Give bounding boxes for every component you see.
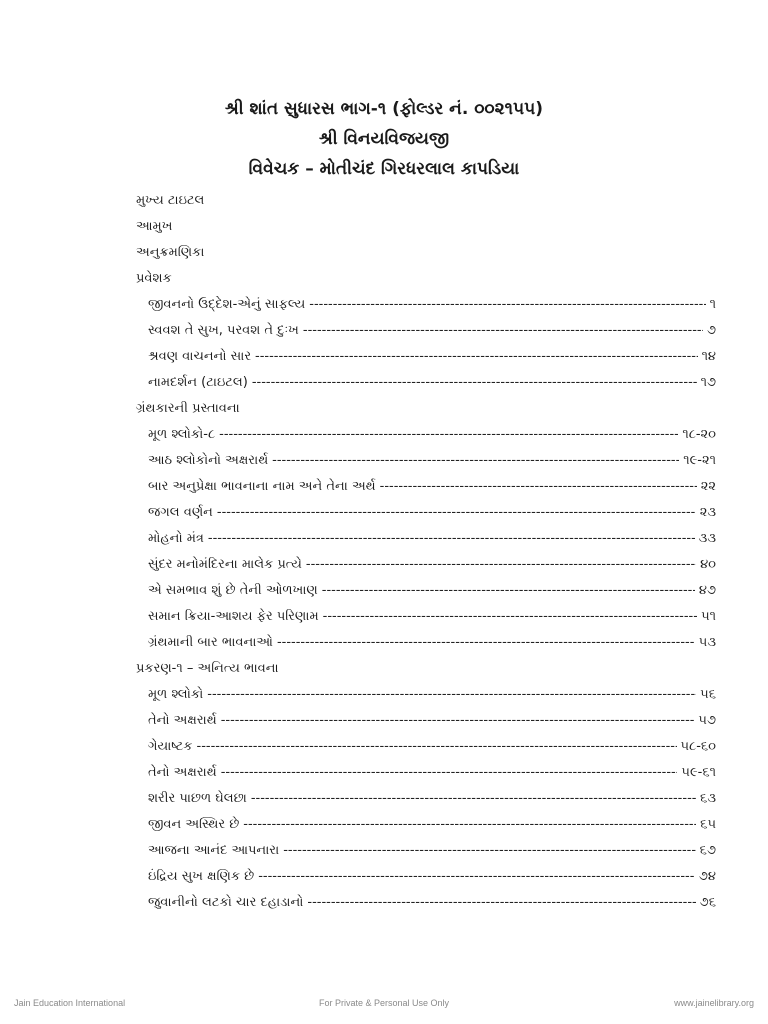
dot-leader [307,890,695,916]
table-of-contents [136,188,716,916]
author-name: શ્રી વિનયવિજયજી [318,129,450,149]
toc-entry-label: તેનો અક્ષરાર્થ [148,713,217,728]
dot-leader [217,500,696,526]
toc-entry [136,344,716,370]
toc-page-number: ૪૦ [700,557,716,572]
toc-page-number: ૬૫ [700,817,716,832]
dot-leader [221,760,678,786]
toc-entry [136,890,716,916]
toc-page-number: ૫૧ [701,609,716,624]
dot-leader [323,604,697,630]
toc-entry [136,734,716,760]
dot-leader [243,812,696,838]
toc-entry [136,370,716,396]
dot-leader [277,630,695,656]
toc-entry [136,838,716,864]
toc-entry [136,552,716,578]
toc-entry [136,292,716,318]
toc-page-number: ૧૮-૨૦ [682,427,716,442]
toc-entry-label: એ સમભાવ શું છે તેની ઓળખાણ [148,583,318,598]
toc-entry-label: ગ્રંથમાની બાર ભાવનાઓ [148,635,273,650]
toc-entry [136,812,716,838]
dot-leader [252,370,697,396]
dot-leader [303,318,703,344]
toc-page-number: ૪૭ [698,583,716,598]
toc-entry-label: મૂળ શ્લોકો-૮ [148,427,216,442]
dot-leader [251,786,696,812]
toc-page-number: ૬૩ [700,791,716,806]
title-block [0,94,768,184]
toc-entry-label: નામદર્શન (ટાઇટલ) [148,375,248,390]
toc-entry [136,422,716,448]
toc-page-number: ૧૯-૨૧ [683,453,716,468]
dot-leader [272,448,679,474]
toc-section-heading: અનુક્રમણિકા [136,245,205,260]
toc-entry-label: શ્રવણ વાચનનો સાર [148,349,252,364]
toc-page-number: ૫૮-૬૦ [680,739,716,754]
dot-leader [255,344,698,370]
toc-entry-label: ઇંદ્રિય સુખ ક્ષણિક છે [148,869,255,884]
footer-center-text: For Private & Personal Use Only [318,998,450,1008]
dot-leader [322,578,695,604]
toc-section-heading: મુખ્ય ટાઇટલ [136,193,205,208]
toc-entry-label: બાર અનુપ્રેક્ષા ભાવનાના નામ અને તેના અર્થ [148,479,376,494]
dot-leader [306,552,696,578]
toc-entry [136,526,716,552]
toc-page-number: ૧૪ [701,349,716,364]
toc-entry [136,864,716,890]
toc-section-heading: આમુખ [136,219,173,234]
dot-leader [208,526,695,552]
toc-section-heading: પ્રકરણ-૧ – અનિત્ય ભાવના [136,661,279,676]
toc-entry [136,474,716,500]
toc-page-number: ૭૪ [698,869,716,884]
dot-leader [207,682,696,708]
toc-entry [136,708,716,734]
dot-leader [380,474,697,500]
toc-section-heading: પ્રવેશક [136,271,172,286]
toc-entry [136,760,716,786]
toc-entry-label: તેનો અક્ષરાર્થ [148,765,217,780]
dot-leader [197,734,677,760]
toc-entry [136,604,716,630]
toc-page-number: ૫૭ [698,713,716,728]
toc-entry-label: જુવાનીનો લટકો ચાર દહાડાનો [148,895,304,910]
toc-entry [136,578,716,604]
toc-entry-label: મૂળ શ્લોકો [148,687,204,702]
dot-leader [283,838,695,864]
toc-page-number: ૧ [709,297,716,312]
commentator-name: વિવેચક – મોતીચંદ ગિરધરલાલ કાપડિયા [248,159,520,179]
book-title: શ્રી શાંત સુધારસ ભાગ-૧ (ફોલ્ડર નં. ૦૦૨૧૫૫) [224,99,544,119]
toc-page-number: ૫૬ [700,687,716,702]
toc-section-heading: ગ્રંથકારની પ્રસ્તાવના [136,401,240,416]
dot-leader [221,708,695,734]
toc-entry-label: સુંદર મનોમંદિરના માલેક પ્રત્યે [148,557,302,572]
toc-entry [136,448,716,474]
toc-entry-label: મોહનો મંત્ર [148,531,204,546]
footer-left-text: Jain Education International [14,998,126,1008]
toc-page-number: ૭૬ [699,895,716,910]
toc-page-number: ૨૩ [699,505,716,520]
toc-page-number: ૧૭ [700,375,716,390]
toc-entry-label: આજના આનંદ આપનારા [148,843,280,858]
toc-page-number: ૭ [706,323,716,338]
toc-entry-label: આઠ શ્લોકોનો અક્ષરાર્થ [148,453,269,468]
toc-entry-label: શરીર પાછળ ઘેલછા [148,791,247,806]
toc-page-number: ૫૯-૬૧ [681,765,716,780]
dot-leader [258,864,695,890]
page-footer [0,998,768,1012]
toc-page-number: ૫૩ [698,635,716,650]
toc-entry-label: જીવન અસ્થિર છે [148,817,240,832]
toc-entry [136,786,716,812]
toc-entry [136,630,716,656]
toc-page-number: ૬૭ [699,843,716,858]
toc-entry-label: સ્વવશ તે સુખ, પરવશ તે દુઃખ [148,323,299,338]
toc-entry-label: ગેયાષ્ટક [148,739,193,754]
toc-entry [136,318,716,344]
toc-entry [136,500,716,526]
toc-entry-label: જગલ વર્ણન [148,505,213,520]
toc-page-number: ૨૨ [700,479,716,494]
toc-entry-label: જીવનનો ઉદ્દેશ-એનું સાફલ્ય [148,297,306,312]
toc-page-number: ૩૩ [698,531,716,546]
toc-entry-label: સમાન ક્રિયા-આશય ફેર પરિણામ [148,609,319,624]
toc-entry [136,682,716,708]
dot-leader [219,422,678,448]
dot-leader [309,292,705,318]
footer-right-text: www.jainelibrary.org [674,998,754,1008]
